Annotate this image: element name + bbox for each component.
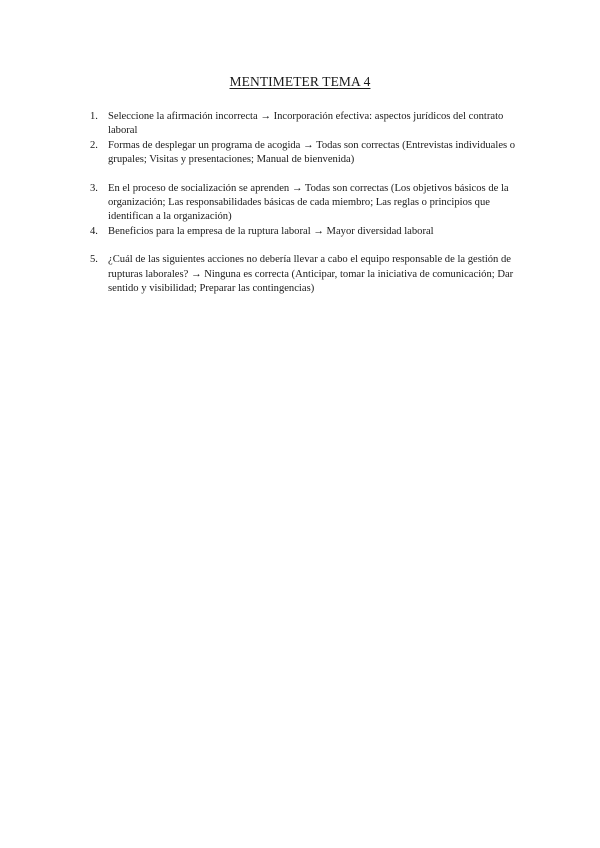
document-title-container	[0, 74, 600, 90]
item-text: Formas de desplegar un programa de acogida → Todas son correctas (Entrevistas individuales o grupales; Visitas y presentaciones; Manual de bienvenida)	[108, 139, 516, 166]
list-item	[90, 225, 530, 239]
item-text: Seleccione la afirmación incorrecta → Incorporación efectiva: aspectos jurídicos del contrato laboral	[108, 111, 504, 137]
list-item	[90, 110, 530, 139]
item-text: En el proceso de socialización se aprenden → Todas son correctas (Los objetivos básicos de la organización; Las responsabilidades básicas de cada miembro; Las reglas o principios que identifican a la organización)	[108, 182, 509, 223]
item-number: 5.	[90, 254, 98, 266]
list-item	[90, 253, 530, 296]
item-text: ¿Cuál de las siguientes acciones no debería llevar a cabo el equipo responsable de la gestión de rupturas laborales? → Ninguna es correcta (Anticipar, tomar la iniciativa de comunicación; Dar sentido y visibilidad; Preparar las contingencias)	[108, 254, 514, 295]
list-item	[90, 182, 530, 225]
question-list	[90, 110, 530, 296]
item-number: 1.	[90, 111, 98, 122]
item-number: 3.	[90, 182, 98, 194]
list-item	[90, 139, 530, 168]
item-number: 4.	[90, 225, 98, 237]
document-title: MENTIMETER TEMA 4	[229, 74, 371, 89]
item-text: Beneficios para la empresa de la ruptura laboral → Mayor diversidad laboral	[108, 225, 434, 237]
item-number: 2.	[90, 139, 98, 151]
